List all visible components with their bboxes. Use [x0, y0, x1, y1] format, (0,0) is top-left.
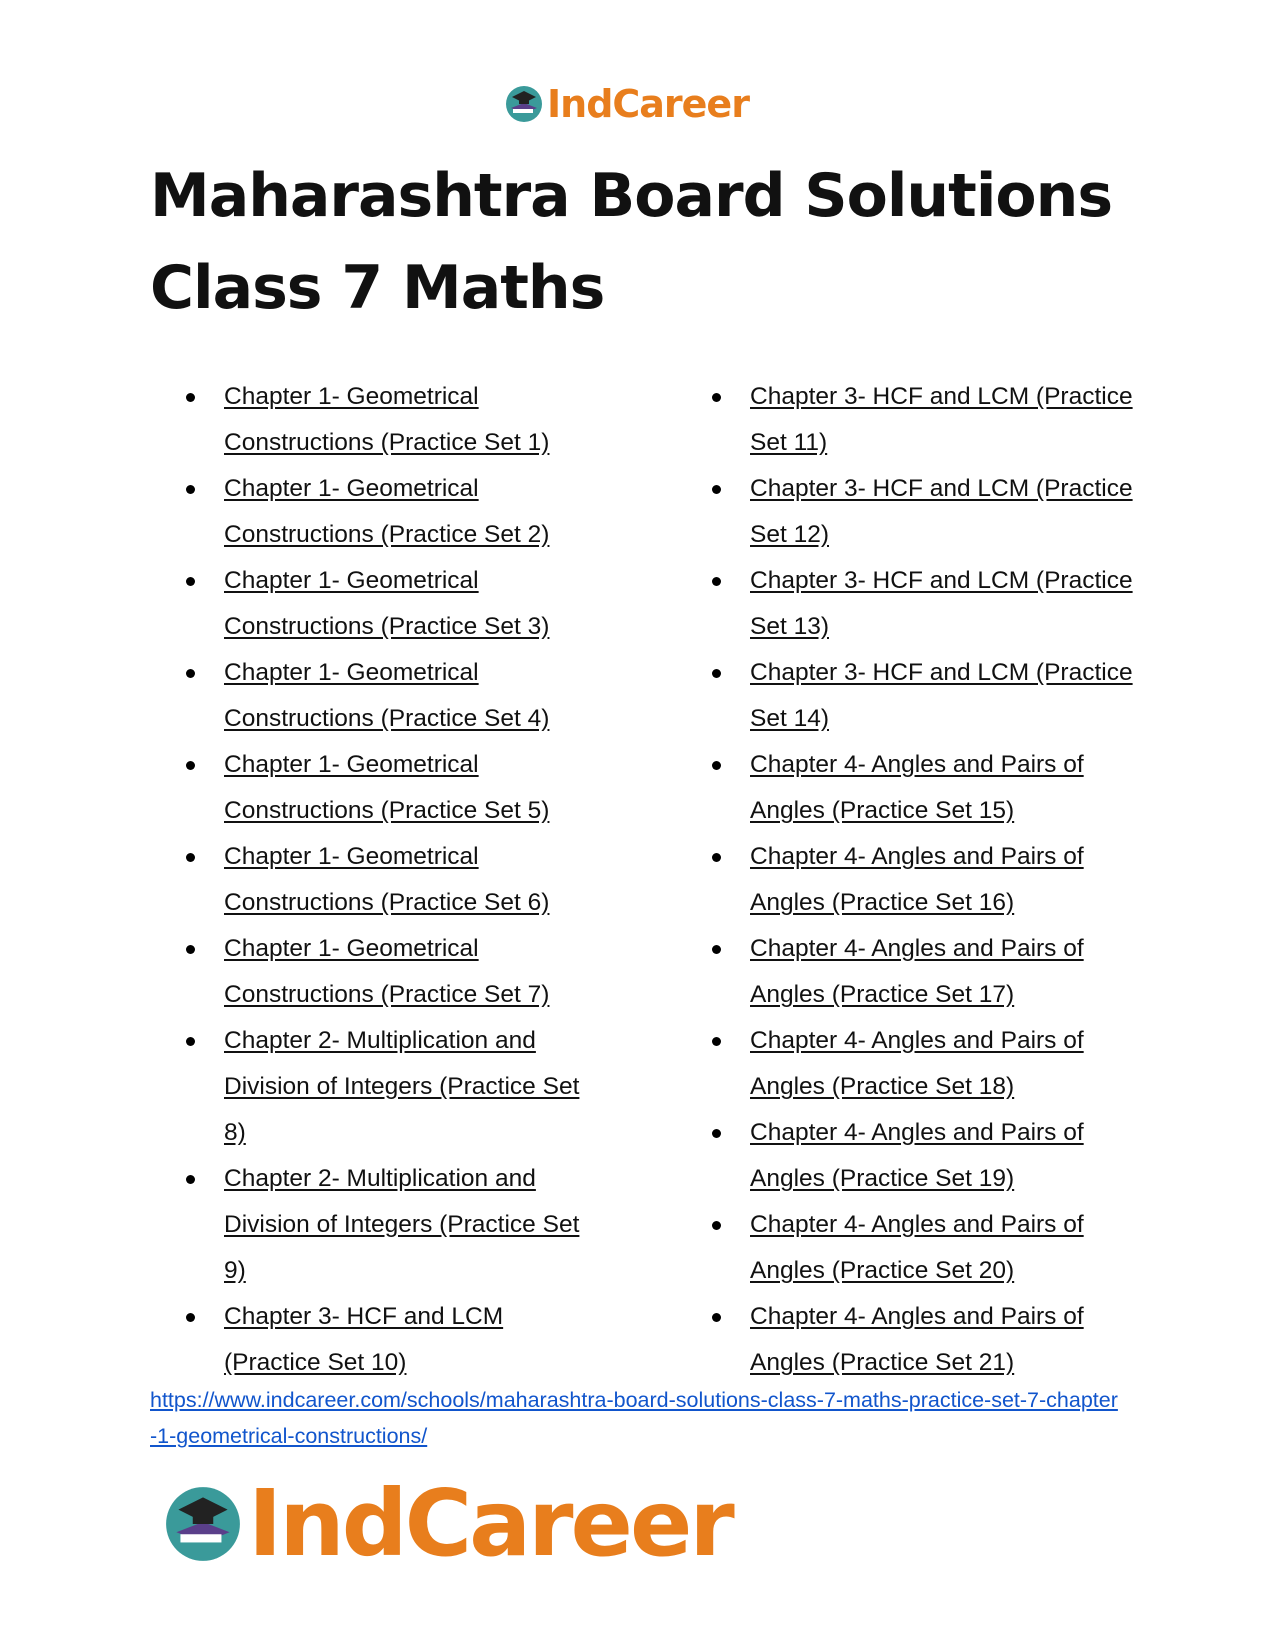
bullet	[186, 577, 195, 586]
list-item	[712, 834, 1152, 926]
bullet	[712, 669, 721, 678]
bullet	[186, 485, 195, 494]
bullet	[712, 853, 721, 862]
chapter-link[interactable]: Chapter 4- Angles and Pairs of Angles (Practice Set 17)	[750, 935, 1084, 1008]
bullet	[712, 1313, 721, 1322]
list-item	[186, 1156, 606, 1294]
list-item	[186, 466, 606, 558]
list-item	[186, 558, 606, 650]
bullet	[186, 1175, 195, 1184]
bullet	[186, 853, 195, 862]
list-item	[186, 742, 606, 834]
list-item	[186, 1294, 606, 1386]
chapter-link[interactable]: Chapter 3- HCF and LCM (Practice Set 11)	[750, 383, 1133, 456]
chapter-link[interactable]: Chapter 4- Angles and Pairs of Angles (Practice Set 15)	[750, 751, 1084, 824]
chapter-link[interactable]: Chapter 3- HCF and LCM (Practice Set 14)	[750, 659, 1133, 732]
chapter-link[interactable]: Chapter 1- Geometrical Constructions (Practice Set 6)	[224, 843, 550, 916]
chapter-link[interactable]: Chapter 2- Multiplication and Division of Integers (Practice Set 8)	[224, 1027, 580, 1146]
chapter-link[interactable]: Chapter 1- Geometrical Constructions (Practice Set 1)	[224, 383, 550, 456]
bullet	[712, 393, 721, 402]
bullet	[712, 945, 721, 954]
list-item	[712, 374, 1152, 466]
bullet	[712, 485, 721, 494]
logo-text: IndCareer	[547, 82, 749, 126]
graduation-book-icon	[504, 84, 544, 124]
bullet	[186, 669, 195, 678]
list-item	[712, 1018, 1152, 1110]
list-item	[712, 1202, 1152, 1294]
chapter-link[interactable]: Chapter 3- HCF and LCM (Practice Set 12)	[750, 475, 1133, 548]
chapter-link[interactable]: Chapter 4- Angles and Pairs of Angles (Practice Set 20)	[750, 1211, 1084, 1284]
chapter-link[interactable]: Chapter 4- Angles and Pairs of Angles (Practice Set 21)	[750, 1303, 1084, 1376]
page-title: Maharashtra Board Solutions Class 7 Maths	[150, 161, 1113, 323]
chapter-link[interactable]: Chapter 3- HCF and LCM (Practice Set 13)	[750, 567, 1133, 640]
bullet	[712, 1129, 721, 1138]
list-item	[186, 374, 606, 466]
source-url-link[interactable]: https://www.indcareer.com/schools/maharashtra-board-solutions-class-7-maths-practice-set-7-chapter-1-geometrical-constructions/	[150, 1388, 1118, 1448]
bullet	[712, 761, 721, 770]
logo-text: IndCareer	[248, 1470, 732, 1577]
graduation-book-icon	[162, 1483, 244, 1565]
list-item	[712, 926, 1152, 1018]
bullet	[186, 1037, 195, 1046]
chapter-link[interactable]: Chapter 1- Geometrical Constructions (Practice Set 5)	[224, 751, 550, 824]
footer-logo	[162, 1470, 732, 1577]
bullet	[712, 1221, 721, 1230]
list-item	[712, 466, 1152, 558]
chapter-link[interactable]: Chapter 1- Geometrical Constructions (Practice Set 2)	[224, 475, 550, 548]
list-item	[186, 926, 606, 1018]
list-item	[712, 1110, 1152, 1202]
bullet	[186, 945, 195, 954]
list-item	[186, 1018, 606, 1156]
list-item	[712, 558, 1152, 650]
bullet	[712, 1037, 721, 1046]
chapter-link[interactable]: Chapter 1- Geometrical Constructions (Practice Set 4)	[224, 659, 550, 732]
chapter-link[interactable]: Chapter 4- Angles and Pairs of Angles (Practice Set 19)	[750, 1119, 1084, 1192]
chapter-link[interactable]: Chapter 4- Angles and Pairs of Angles (Practice Set 16)	[750, 843, 1084, 916]
bullet	[186, 761, 195, 770]
chapter-link[interactable]: Chapter 1- Geometrical Constructions (Practice Set 7)	[224, 935, 550, 1008]
chapter-list-left	[186, 374, 606, 1386]
list-item	[186, 650, 606, 742]
list-item	[712, 742, 1152, 834]
bullet	[186, 393, 195, 402]
chapter-link[interactable]: Chapter 1- Geometrical Constructions (Practice Set 3)	[224, 567, 550, 640]
chapter-list-right	[712, 374, 1152, 1386]
header-logo	[504, 82, 749, 126]
list-item	[712, 1294, 1152, 1386]
list-item	[712, 650, 1152, 742]
chapter-link[interactable]: Chapter 3- HCF and LCM (Practice Set 10)	[224, 1303, 504, 1376]
chapter-link[interactable]: Chapter 4- Angles and Pairs of Angles (Practice Set 18)	[750, 1027, 1084, 1100]
chapter-link[interactable]: Chapter 2- Multiplication and Division of Integers (Practice Set 9)	[224, 1165, 580, 1284]
bullet	[712, 577, 721, 586]
bullet	[186, 1313, 195, 1322]
list-item	[186, 834, 606, 926]
